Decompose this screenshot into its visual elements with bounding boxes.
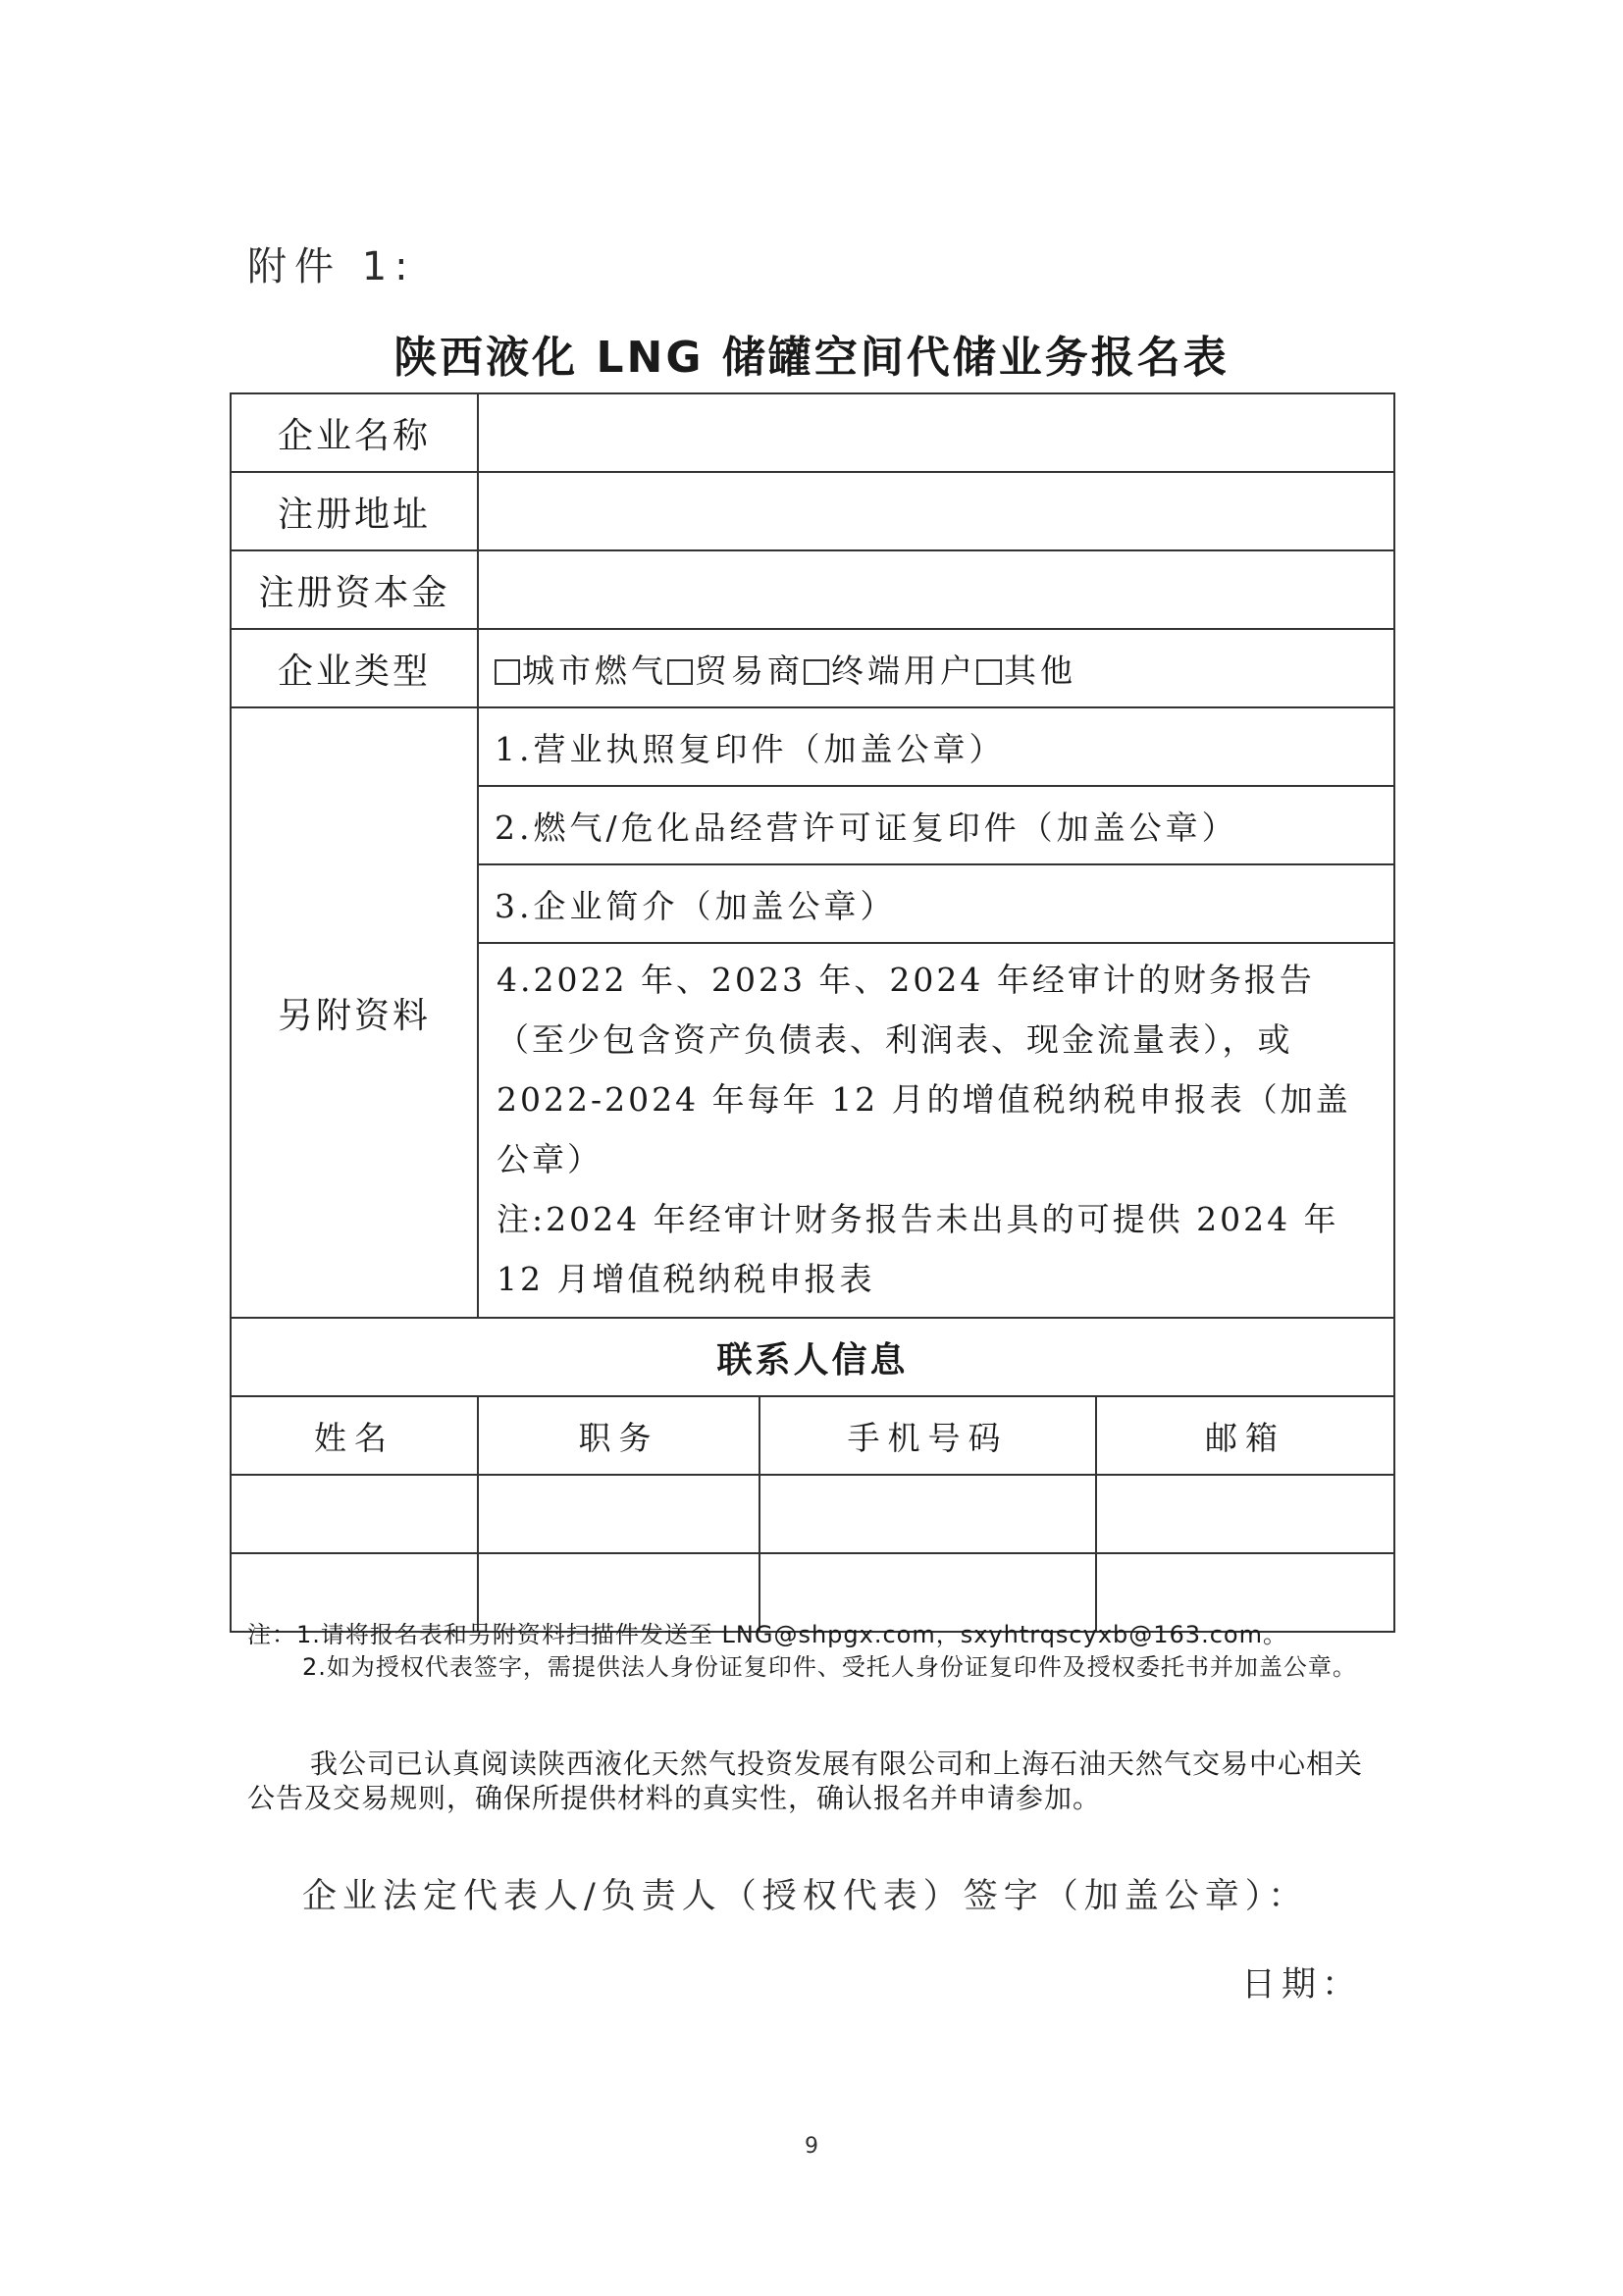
contact-phone-cell[interactable] (759, 1475, 1096, 1553)
registered-address-field[interactable] (478, 472, 1394, 550)
row-contact-section (231, 1318, 1394, 1396)
contact-name-cell[interactable] (231, 1475, 478, 1553)
note-line-2: 2.如为授权代表签字，需提供法人身份证复印件、受托人身份证复印件及授权委托书并加盖公章。 (302, 1653, 1357, 1681)
attachment-item: 4.2022 年、2023 年、2024 年经审计的财务报告（至少包含资产负债表、利润表、现金流量表），或 2022-2024 年每年 12 月的增值税纳税申报表（加盖公章） (497, 961, 1351, 1178)
attachment-item: 1.营业执照复印件（加盖公章） (478, 707, 1394, 786)
attachment-note: 注:2024 年经审计财务报告未出具的可提供 2024 年 12 月增值税纳税申报表 (497, 1200, 1339, 1298)
column-header-phone: 手机号码 (759, 1396, 1096, 1475)
checkbox-icon[interactable] (667, 659, 693, 685)
registered-capital-field[interactable] (478, 550, 1394, 629)
column-header-name: 姓名 (231, 1396, 478, 1475)
checkbox-icon[interactable] (976, 659, 1002, 685)
attachment-item-financial (478, 943, 1394, 1318)
option-label: 贸易商 (695, 651, 804, 690)
contact-header-row (231, 1396, 1394, 1475)
date-label: 日期： (1240, 1965, 1362, 2005)
attachment-label: 附件 1: (247, 244, 416, 289)
registration-form-table (230, 392, 1395, 1633)
contact-position-cell[interactable] (478, 1475, 759, 1553)
row-registered-address (231, 472, 1394, 550)
column-header-position: 职务 (478, 1396, 759, 1475)
form-notes (247, 1619, 1415, 1684)
contact-section-title: 联系人信息 (231, 1318, 1394, 1396)
column-header-email: 邮箱 (1096, 1396, 1394, 1475)
row-registered-capital (231, 550, 1394, 629)
checkbox-icon[interactable] (495, 659, 520, 685)
attachment-item: 2.燃气/危化品经营许可证复印件（加盖公章） (478, 786, 1394, 864)
signature-label: 企业法定代表人/负责人（授权代表）签字（加盖公章）： (302, 1877, 1309, 1916)
contact-email-cell[interactable] (1096, 1475, 1394, 1553)
company-name-label: 企业名称 (231, 393, 478, 472)
page-number: 9 (805, 2134, 818, 2159)
row-attachment-1 (231, 707, 1394, 786)
attachments-label: 另附资料 (231, 707, 478, 1318)
company-type-options (478, 629, 1394, 707)
company-name-field[interactable] (478, 393, 1394, 472)
option-other[interactable] (976, 652, 1076, 690)
declaration-text: 我公司已认真阅读陕西液化天然气投资发展有限公司和上海石油天然气交易中心相关公告及交易规则，确保所提供材料的真实性，确认报名并申请参加。 (247, 1748, 1364, 1814)
company-type-label: 企业类型 (231, 629, 478, 707)
checkbox-icon[interactable] (804, 659, 829, 685)
option-city-gas[interactable] (495, 652, 667, 690)
table-row (231, 1475, 1394, 1553)
registered-capital-label: 注册资本金 (231, 550, 478, 629)
option-label: 城市燃气 (522, 651, 667, 690)
option-label: 终端用户 (831, 651, 976, 690)
option-end-user[interactable] (804, 652, 976, 690)
document-title: 陕西液化 LNG 储罐空间代储业务报名表 (393, 333, 1230, 383)
row-company-type (231, 629, 1394, 707)
attachment-item: 3.企业简介（加盖公章） (478, 864, 1394, 943)
note-line-1: 注：1.请将报名表和另附资料扫描件发送至 LNG@shpgx.com，sxyhtrqscyxb@163.com。 (247, 1621, 1287, 1648)
row-company-name (231, 393, 1394, 472)
option-trader[interactable] (667, 652, 804, 690)
option-label: 其他 (1004, 651, 1076, 690)
registered-address-label: 注册地址 (231, 472, 478, 550)
